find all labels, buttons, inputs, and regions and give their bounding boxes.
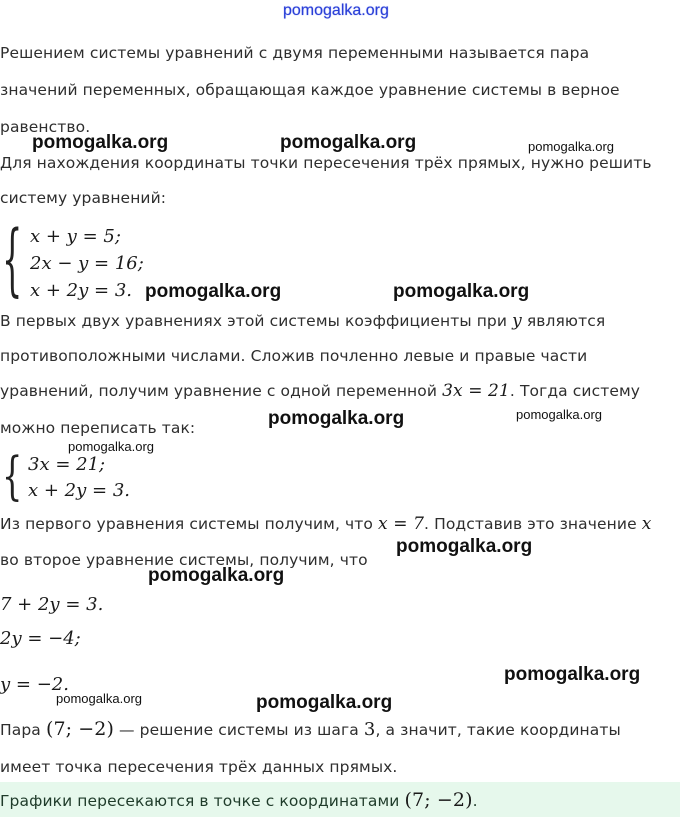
text-segment: .	[472, 792, 478, 810]
watermark: pomogalka.org	[256, 692, 393, 713]
text-segment: уравнений, получим уравнение с одной переменной	[0, 382, 438, 400]
paragraph-definition-line2: значений переменных, обращающая каждое уравнение системы в верное	[0, 81, 620, 99]
paragraph-coefficients-line4: можно переписать так:	[0, 419, 196, 437]
watermark: pomogalka.org	[32, 132, 169, 153]
paragraph-coefficients-line1	[0, 311, 605, 331]
system1-eq1: x + y = 5;	[30, 226, 121, 247]
inline-eq: 3x = 21	[442, 381, 510, 401]
step-equation-1: 7 + 2y = 3.	[0, 594, 104, 615]
step-equation-2: 2y = −4;	[0, 628, 81, 649]
step-equation-3: y = −2.	[0, 674, 69, 695]
text-segment: — решение системы из шага	[119, 721, 359, 739]
inline-eq: x = 7	[378, 514, 425, 534]
answer-pair: (7; −2)	[404, 789, 473, 811]
inline-step-number: 3	[363, 719, 376, 740]
text-segment: . Тогда систему	[509, 382, 641, 400]
paragraph-conclusion-line2: имеет точка пересечения трёх данных прямых.	[0, 758, 398, 776]
system2-eq1: 3x = 21;	[28, 454, 106, 475]
inline-var-x: x	[641, 514, 652, 534]
system2-eq2: x + 2y = 3.	[28, 480, 130, 501]
watermark: pomogalka.org	[268, 408, 405, 429]
answer-text	[0, 790, 478, 811]
watermark: pomogalka.org	[393, 281, 530, 302]
watermark: pomogalka.org	[280, 132, 417, 153]
watermark: pomogalka.org	[145, 281, 282, 302]
watermark: pomogalka.org	[396, 536, 533, 557]
system1-brace: {	[2, 212, 23, 306]
text-segment: являются	[526, 312, 606, 330]
paragraph-substitution-line1	[0, 514, 651, 534]
watermark: pomogalka.org	[504, 664, 641, 685]
system1-eq3: x + 2y = 3.	[30, 280, 132, 301]
paragraph-definition-line1: Решением системы уравнений с двумя переменными называется пара	[0, 44, 590, 62]
paragraph-definition-line3: равенство.	[0, 118, 91, 136]
text-segment: Из первого уравнения системы получим, что	[0, 515, 374, 533]
text-segment: В первых двух уравнениях этой системы коэффициенты при	[0, 312, 508, 330]
paragraph-coefficients-line2: противоположными числами. Сложив почленно левые и правые части	[0, 347, 588, 365]
text-segment: . Подставив это значение	[424, 515, 637, 533]
inline-pair: (7; −2)	[45, 718, 115, 740]
paragraph-task-line1: Для нахождения координаты точки пересечения трёх прямых, нужно решить	[0, 154, 652, 172]
text-segment: , а значит, такие координаты	[375, 721, 621, 739]
watermark: pomogalka.org	[68, 439, 154, 454]
paragraph-substitution-line2: во второе уравнение системы, получим, что	[0, 551, 368, 569]
text-segment: Пара	[0, 721, 41, 739]
watermark: pomogalka.org	[528, 139, 614, 154]
watermark: pomogalka.org	[516, 407, 602, 422]
paragraph-task-line2: систему уравнений:	[0, 189, 167, 207]
inline-var-y: y	[512, 311, 522, 331]
site-watermark: pomogalka.org	[283, 2, 389, 19]
watermark: pomogalka.org	[56, 691, 142, 706]
watermark: pomogalka.org	[148, 565, 285, 586]
paragraph-coefficients-line3	[0, 381, 640, 401]
paragraph-conclusion-line1	[0, 719, 621, 740]
system1-eq2: 2x − y = 16;	[30, 253, 144, 274]
text-segment: Графики пересекаются в точке с координатами	[0, 792, 400, 810]
system2-brace: {	[2, 445, 23, 507]
